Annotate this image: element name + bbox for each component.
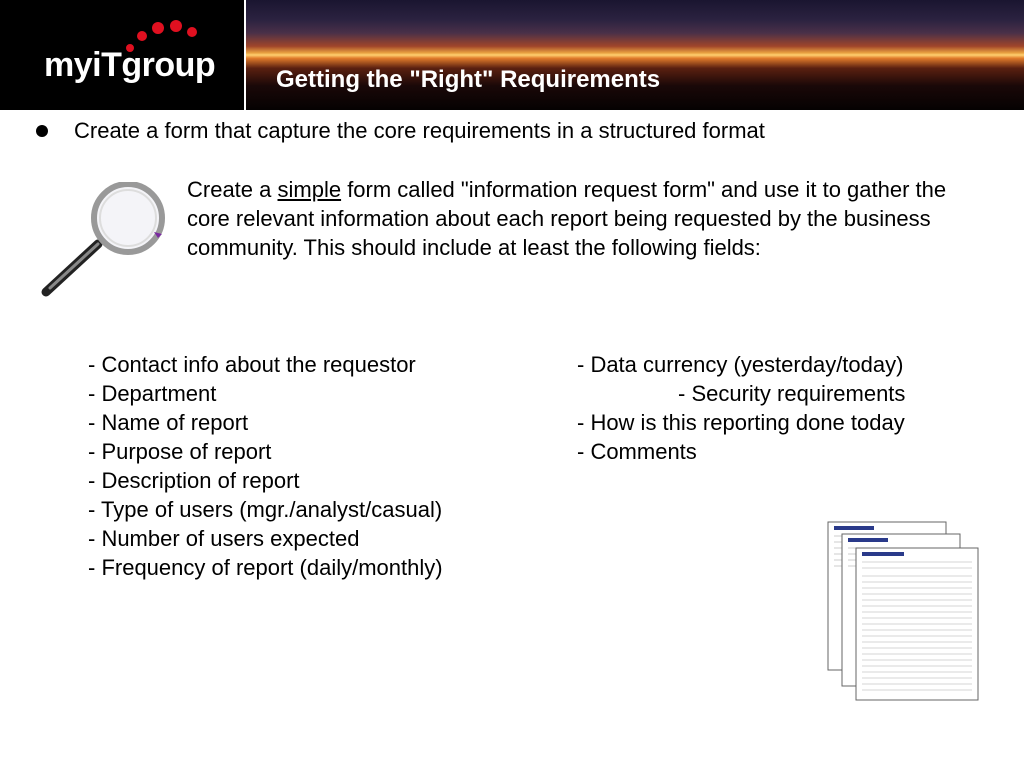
paragraph-end: form called "information request form" and use it to gather the core relevant information about each report being requested by the business community. This should include at least the following fields: bbox=[187, 177, 947, 260]
list-item: - Comments bbox=[577, 439, 697, 464]
list-item: - Purpose of report bbox=[88, 439, 272, 464]
fields-list-left bbox=[88, 350, 443, 582]
list-item: - Description of report bbox=[88, 468, 300, 493]
logo bbox=[0, 0, 246, 110]
magnifying-glass-icon bbox=[36, 182, 176, 302]
document-stack-icon bbox=[826, 520, 986, 710]
description-paragraph bbox=[187, 175, 967, 262]
fields-list-right bbox=[577, 350, 905, 466]
page-title: Getting the "Right" Requirements bbox=[276, 66, 661, 93]
paragraph-start: Create a bbox=[187, 177, 278, 202]
list-item: - Contact info about the requestor bbox=[88, 352, 416, 377]
list-item: - How is this reporting done today bbox=[577, 410, 905, 435]
list-item: - Security requirements bbox=[678, 381, 906, 406]
paragraph-emphasis: simple bbox=[277, 177, 342, 202]
list-item: - Number of users expected bbox=[88, 526, 360, 551]
list-item: - Frequency of report (daily/monthly) bbox=[88, 555, 443, 580]
list-item: - Name of report bbox=[88, 410, 249, 435]
list-item: - Type of users (mgr./analyst/casual) bbox=[88, 497, 443, 522]
bullet-item bbox=[36, 118, 765, 144]
logo-text: myiTgroup bbox=[44, 46, 216, 84]
list-item: - Department bbox=[88, 381, 217, 406]
list-item: - Data currency (yesterday/today) bbox=[577, 352, 904, 377]
bullet-icon bbox=[36, 125, 48, 137]
bullet-text: Create a form that capture the core requirements in a structured format bbox=[74, 118, 765, 143]
header-banner bbox=[246, 0, 1024, 110]
